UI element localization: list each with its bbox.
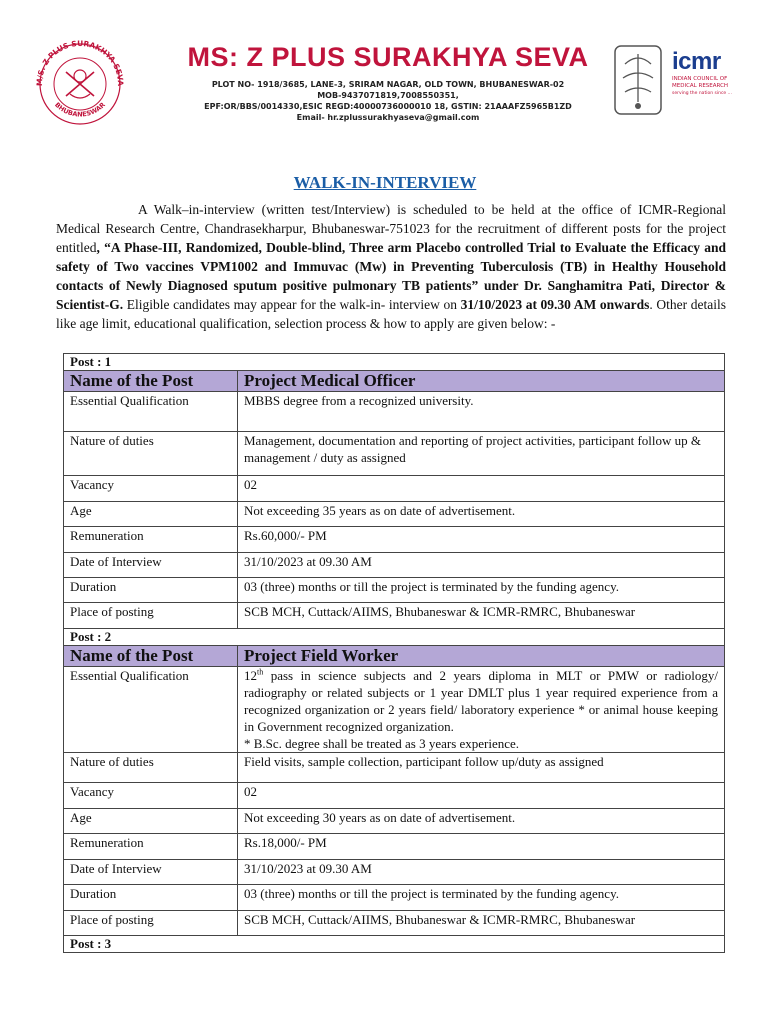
org-name: MS: Z PLUS SURAKHYA SEVA bbox=[187, 42, 589, 72]
qualification-note: * B.Sc. degree shall be treated as 3 years experience. bbox=[244, 736, 520, 751]
post-header-row bbox=[64, 936, 725, 953]
icmr-subtitle-2: MEDICAL RESEARCH bbox=[672, 82, 729, 89]
name-of-post-label: Name of the Post bbox=[64, 371, 238, 392]
email-line: Email- hr.zplussurakhyaseva@gmail.com bbox=[296, 113, 480, 122]
letterhead bbox=[0, 0, 770, 135]
table-row bbox=[64, 603, 725, 629]
table-row bbox=[64, 753, 725, 783]
row-label: Age bbox=[64, 502, 238, 527]
intro-text-3: . Other details like age limit, educational qualification, selection process & how to apply are given below: - bbox=[56, 297, 726, 331]
table-row bbox=[64, 578, 725, 603]
name-of-post-label: Name of the Post bbox=[64, 646, 238, 667]
table-row bbox=[64, 502, 725, 527]
phone-line: MOB-9437071819,7008550351, bbox=[317, 91, 459, 100]
table-row bbox=[64, 667, 725, 753]
seal-text-top: M/S. Z PLUS SURAKHYA SEVA bbox=[34, 38, 126, 87]
row-label: Nature of duties bbox=[64, 432, 238, 476]
seal-text-bottom: BHUBANESWAR bbox=[53, 100, 107, 119]
row-label: Date of Interview bbox=[64, 860, 238, 885]
table-row bbox=[64, 783, 725, 809]
registration-line: EPF:OR/BBS/0014330,ESIC REGD:40000736000010 18, GSTIN: 21AAAFZ5965B1ZD bbox=[204, 102, 572, 111]
duties-value: Field visits, sample collection, participant follow up/duty as assigned bbox=[238, 753, 725, 783]
icmr-logo bbox=[672, 50, 752, 112]
duration-value: 03 (three) months or till the project is terminated by the funding agency. bbox=[238, 578, 725, 603]
age-value: Not exceeding 35 years as on date of advertisement. bbox=[238, 502, 725, 527]
remuneration-value: Rs.18,000/- PM bbox=[238, 834, 725, 860]
row-label: Remuneration bbox=[64, 527, 238, 553]
posting-value: SCB MCH, Cuttack/AIIMS, Bhubaneswar & ICMR-RMRC, Bhubaneswar bbox=[238, 603, 725, 629]
icmr-subtitle-1: INDIAN COUNCIL OF bbox=[672, 76, 728, 82]
table-row bbox=[64, 885, 725, 911]
post-name-row bbox=[64, 371, 725, 392]
qualification-text: pass in science subjects and 2 years diploma in MLT or PMW or radiology/ radiography or related subjects or 1 year DMLT plus 1 year required experience from a recognized organization or 2 years field/ laboratory experience * or animal house keeping in Government recognized organization. bbox=[244, 668, 718, 734]
vacancy-value: 02 bbox=[238, 783, 725, 809]
project-title: , “A Phase-III, Randomized, Double-blind, Three arm Placebo controlled Trial to Evaluate the Efficacy and safety of Two vaccines VPM1002 and Immuvac (Mw) in Preventing Tuberculosis (TB) in Healthy Household contacts of Newly Diagnosed sputum positive pulmonary TB patients” under Dr. Sanghamitra Pati, Director & Scientist-G. bbox=[56, 240, 726, 312]
posts-table bbox=[63, 353, 725, 953]
post-label: Post : 1 bbox=[64, 354, 725, 371]
row-label: Nature of duties bbox=[64, 753, 238, 783]
qualification-sup: th bbox=[257, 667, 264, 677]
qualification-value: MBBS degree from a recognized university. bbox=[238, 392, 725, 432]
table-row bbox=[64, 527, 725, 553]
table-row bbox=[64, 553, 725, 578]
table-row bbox=[64, 834, 725, 860]
duration-value: 03 (three) months or till the project is terminated by the funding agency. bbox=[238, 885, 725, 911]
post-name: Project Medical Officer bbox=[238, 371, 725, 392]
table-row bbox=[64, 476, 725, 502]
table-row bbox=[64, 809, 725, 834]
row-label: Duration bbox=[64, 578, 238, 603]
post-header-row bbox=[64, 629, 725, 646]
row-label: Vacancy bbox=[64, 783, 238, 809]
company-seal-logo bbox=[30, 36, 130, 126]
table-row bbox=[64, 911, 725, 936]
qualification-num: 12 bbox=[244, 668, 257, 683]
remuneration-value: Rs.60,000/- PM bbox=[238, 527, 725, 553]
post-name-row bbox=[64, 646, 725, 667]
row-label: Date of Interview bbox=[64, 553, 238, 578]
icmr-wordmark: icmr bbox=[672, 48, 721, 75]
page-title: WALK-IN-INTERVIEW bbox=[293, 173, 477, 192]
address-line-1: PLOT NO- 1918/3685, LANE-3, SRIRAM NAGAR, OLD TOWN, BHUBANESWAR-02 bbox=[211, 80, 565, 89]
post-label: Post : 2 bbox=[64, 629, 725, 646]
intro-paragraph bbox=[56, 200, 726, 333]
row-label: Age bbox=[64, 809, 238, 834]
table-row bbox=[64, 392, 725, 432]
duties-value: Management, documentation and reporting of project activities, participant follow up & management / duty as assigned bbox=[238, 432, 725, 476]
row-label: Essential Qualification bbox=[64, 667, 238, 753]
age-value: Not exceeding 30 years as on date of advertisement. bbox=[238, 809, 725, 834]
table-row bbox=[64, 432, 725, 476]
interview-datetime: 31/10/2023 at 09.30 AM onwards bbox=[460, 297, 650, 312]
posting-value: SCB MCH, Cuttack/AIIMS, Bhubaneswar & ICMR-RMRC, Bhubaneswar bbox=[238, 911, 725, 936]
vacancy-value: 02 bbox=[238, 476, 725, 502]
row-label: Duration bbox=[64, 885, 238, 911]
national-emblem-icon bbox=[613, 44, 663, 116]
row-label: Place of posting bbox=[64, 603, 238, 629]
row-label: Vacancy bbox=[64, 476, 238, 502]
interview-date-value: 31/10/2023 at 09.30 AM bbox=[238, 860, 725, 885]
icmr-tagline: serving the nation since ... bbox=[672, 91, 732, 96]
post-header-row bbox=[64, 354, 725, 371]
qualification-value bbox=[238, 667, 725, 753]
table-row bbox=[64, 860, 725, 885]
row-label: Remuneration bbox=[64, 834, 238, 860]
post-name: Project Field Worker bbox=[238, 646, 725, 667]
svg-text:M/S. Z PLUS SURAKHYA SEVA bbox=[35, 39, 125, 86]
row-label: Place of posting bbox=[64, 911, 238, 936]
interview-date-value: 31/10/2023 at 09.30 AM bbox=[238, 553, 725, 578]
intro-text-1: A Walk–in-interview (written test/Interview) is scheduled to be held at the office of ICMR-Regional Medical Research Centre, Chandrasekharpur, Bhubaneswar-751023 for the recruitment of different posts for the project entitled bbox=[56, 202, 726, 255]
intro-text-2: Eligible candidates may appear for the walk-in- interview on bbox=[123, 297, 461, 312]
post-label: Post : 3 bbox=[64, 936, 725, 953]
row-label: Essential Qualification bbox=[64, 392, 238, 432]
